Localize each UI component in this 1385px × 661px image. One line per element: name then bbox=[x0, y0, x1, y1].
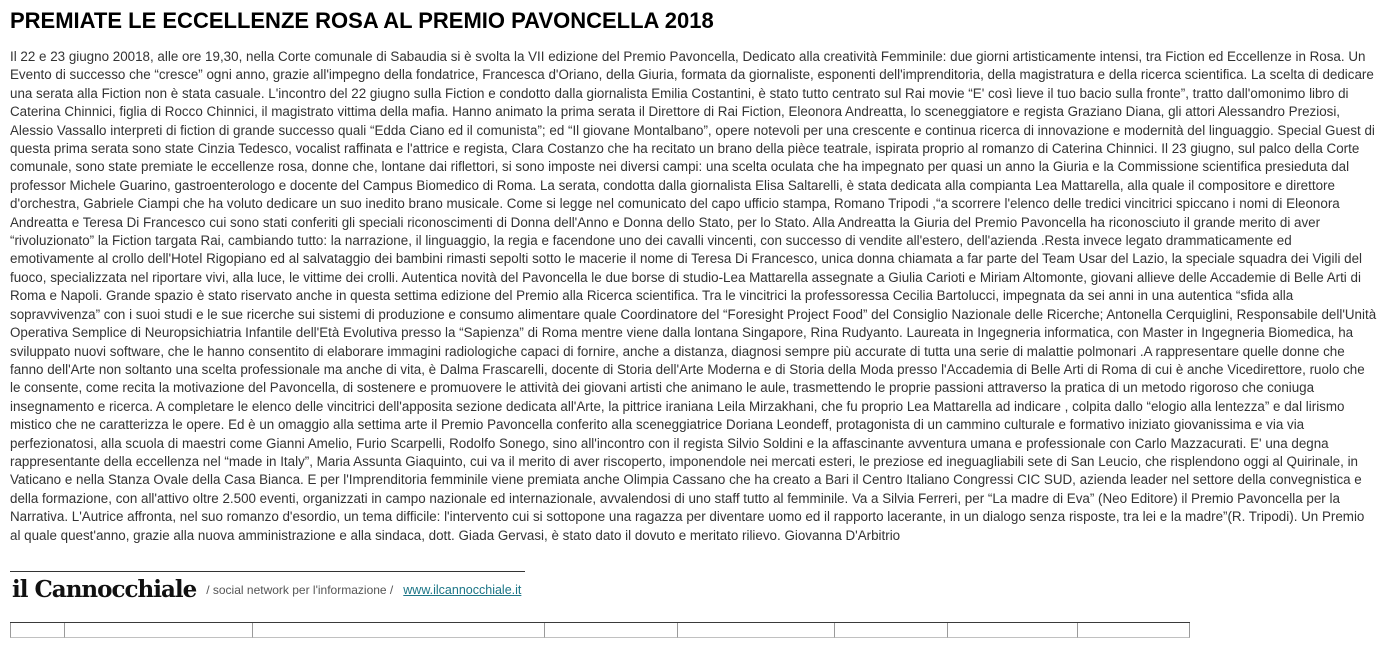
site-footer bbox=[10, 572, 1377, 609]
footer-tagline: / social network per l'informazione / bbox=[206, 582, 394, 597]
table-cell bbox=[10, 623, 65, 638]
table-cell bbox=[835, 623, 948, 638]
table-cell bbox=[678, 623, 835, 638]
partial-table bbox=[10, 622, 1190, 638]
ilcannocchiale-link[interactable]: www.ilcannocchiale.it bbox=[403, 582, 522, 597]
page-title: PREMIATE LE ECCELLENZE ROSA AL PREMIO PAVONCELLA 2018 bbox=[10, 8, 714, 33]
table-cell bbox=[545, 623, 678, 638]
table-cell bbox=[253, 623, 545, 638]
table-cell bbox=[948, 623, 1078, 638]
table-cell bbox=[65, 623, 253, 638]
article-body-text: Il 22 e 23 giugno 20018, alle ore 19,30, nella Corte comunale di Sabaudia si è svolta la VII edizione del Premio Pavoncella, Dedicato alla creatività Femminile: due giorni artisticamente intensi, tra Fiction ed Eccellenze in Rosa. Un Evento di successo che “cresce” ogni anno, grazie all'impegno della fondatrice, Francesca d'Oriano, della Giuria, formata da giornaliste, esponenti dell'imprenditoria, della magistratura e della ricerca scientifica. La scelta di dedicare una serata alla Fiction non è stata casuale. L'incontro del 22 giugno sulla Fiction e condotto dalla giornalista Emilia Costantini, è stato tutto centrato sul Rai movie “E' così lieve il tuo bacio sulla fronte”, tratto dall'omonimo libro di Caterina Chinnici, figlia di Rocco Chinnici, il magistrato vittima della mafia. Hanno animato la prima serata il Direttore di Rai Fiction, Eleonora Andreatta, lo sceneggiatore e regista Graziano Diana, gli attori Alessandro Preziosi, Alessio Vassallo interpreti di fiction di grande successo quali “Edda Ciano ed il comunista”; ed “Il giovane Montalbano”, opere notevoli per una crescente e continua ricerca di innovazione e modernità del linguaggio. Special Guest di questa prima serata sono state Cinzia Tedesco, vocalist raffinata e l'attrice e regista, Clara Costanzo che ha recitato un brano della pièce teatrale, ispirata proprio al romanzo di Caterina Chinnici. Il 23 giugno, sul palco della Corte comunale, sono state premiate le eccellenze rosa, donne che, lontane dai riflettori, si sono imposte nei diversi campi: una scelta oculata che ha impegnato per quasi un anno la Giuria e la Commissione scientifica presieduta dal professor Michele Guarino, gastroenterologo e docente del Campus Biomedico di Roma. La serata, condotta dalla giornalista Elisa Saltarelli, è stata dedicata alla compianta Lea Mattarella, alla quale il compositore e direttore d'orchestra, Gabriele Ciampi che ha voluto dedicare un suo inedito brano musicale. Come si legge nel comunicato del capo ufficio stampa, Romano Tripodi ,“a scorrere l'elenco delle tredici vincitrici spiccano i nomi di Eleonora Andreatta e Teresa Di Francesco cui sono stati conferiti gli speciali riconoscimenti di Donna dell'Anno e Donna dello Stato, per lo Stato. Alla Andreatta la Giuria del Premio Pavoncella ha riconosciuto il grande merito di aver “rivoluzionato” la Fiction targata Rai, cambiando tutto: la narrazione, il linguaggio, la regia e facendone uno dei cavalli vincenti, con successo di vendite all'estero, dell'azienda .Resta invece legato drammaticamente ed emotivamente al crollo dell'Hotel Rigopiano ed al salvataggio dei bambini rimasti sepolti sotto le macerie il nome di Teresa Di Francesco, unica donna chiamata a far parte del Team Usar del Lazio, la speciale squadra dei Vigili del fuoco, specializzata nel riportare vivi, alla luce, le vittime dei crolli. Autentica novità del Pavoncella le due borse di studio-Lea Mattarella assegnate a Giulia Carioti e Miriam Altomonte, giovani allieve delle Accademie di Belle Arti di Roma e Napoli. Grande spazio è stato riservato anche in questa settima edizione del Premio alla Ricerca scientifica. Tra le vincitrici la professoressa Cecilia Bartolucci, impegnata da sei anni in una autentica “sfida alla sopravvivenza” con i suoi studi e le sue ricerche sui sistemi di produzione e consumo alimentare quale Coordinatore del “Foresight Project Food” del Consiglio Nazionale delle Ricerche; Antonella Cerquiglini, Responsabile dell'Unità Operativa Semplice di Neuropsichiatria Infantile dell'Età Evolutiva presso la “Sapienza” di Roma mentre viene dalla lontana Singapore, Rina Rudyanto. Laureata in Ingegneria informatica, con Master in Ingegneria Biomedica, ha sviluppato nuovi software, che le hanno consentito di elaborare immagini radiologiche capaci di fornire, anche a distanza, diagnosi sempre più accurate di tutta una serie di malattie polmonari .A rappresentare quelle donne che fanno dell'Arte non soltanto una scelta professionale ma anche di vita, è Dalma Frascarelli, docente di Storia dell'Arte Moderna e di Storia della Moda presso l'Accademia di Belle Arti di Roma di cui è anche Vicedirettore, ruolo che le consente, come recita la motivazione del Pavoncella, di sostenere e promuovere le attività dei giovani artisti che animano le aule, trasmettendo le proprie passioni attraverso la pratica di un metodo rigoroso che coniuga insegnamento e ricerca. A completare le elenco delle vincitrici dell'apposita sezione dedicata all'Arte, la pittrice iraniana Leila Mirzakhani, che fu proprio Lea Mattarella ad indicare , colpita dallo “elogio alla lentezza” e dal lirismo mistico che ne caratterizza le opere. Ed è un omaggio alla settima arte il Premio Pavoncella conferito alla sceneggiatrice Doriana Leondeff, protagonista di un cammino culturale e formativo iniziato giovanissima e via via perfezionatosi, alla scuola di maestri come Gianni Amelio, Furio Scarpelli, Rodolfo Sonego, sino all'incontro con il regista Silvio Soldini e la affascinante avventura umana e professionale con Carlo Mazzacurati. E' una degna rappresentante della eccellenza nel “made in Italy”, Maria Assunta Giaquinto, cui va il merito di aver riscoperto, imponendole nei mercati esteri, le preziose ed ineguagliabili sete di San Leucio, che risplendono oggi al Quirinale, in Vaticano e nella Stanza Ovale della Casa Bianca. E per l'Imprenditoria femminile viene premiata anche Olimpia Cassano che ha creato a Bari il Centro Italiano Congressi CIC SUD, azienda leader nel settore della convegnistica e della formazione, con all'attivo oltre 2.500 eventi, organizzati in campo nazionale ed internazionale, avvalendosi di uno staff tutto al femminile. Va a Silvia Ferreri, per “La madre di Eva” (Neo Editore) il Premio Pavoncella per la Narrativa. L'Autrice affronta, nel suo romanzo d'esordio, un tema difficile: l'intervento cui si sottopone una ragazza per diventare uomo ed il rapporto lacerante, in un dialogo senza risposte, tra lei e la madre”(R. Tripodi). Un Premio al quale quest'anno, grazie alla nuova amministrazione e alla sindaca, dott. Giada Gervasi, è stato dato il dovuto e meritato rilievo. Giovanna D'Arbitrio bbox=[10, 49, 1377, 543]
table-cell bbox=[1078, 623, 1190, 638]
ilcannocchiale-logo: il Cannocchiale bbox=[12, 575, 197, 603]
table-row bbox=[10, 623, 1190, 638]
